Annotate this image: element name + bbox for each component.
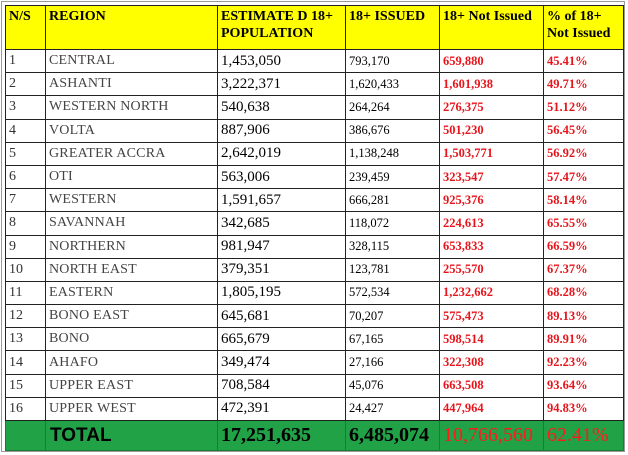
cell-not-issued: 224,613 bbox=[440, 212, 544, 235]
cell-ns: 12 bbox=[6, 305, 46, 328]
cell-not-issued: 1,601,938 bbox=[440, 73, 544, 96]
table-row bbox=[6, 189, 624, 212]
cell-pct: 49.71% bbox=[544, 73, 624, 96]
cell-region: SAVANNAH bbox=[46, 212, 218, 235]
cell-ns: 14 bbox=[6, 351, 46, 374]
cell-estimate: 342,685 bbox=[218, 212, 346, 235]
cell-estimate: 540,638 bbox=[218, 96, 346, 119]
table-row bbox=[6, 96, 624, 119]
cell-ns: 3 bbox=[6, 96, 46, 119]
header-row bbox=[6, 6, 624, 50]
cell-estimate: 665,679 bbox=[218, 328, 346, 351]
total-label: TOTAL bbox=[46, 421, 218, 451]
total-not-issued: 10,766,560 bbox=[440, 421, 544, 451]
cell-ns: 7 bbox=[6, 189, 46, 212]
table-row bbox=[6, 165, 624, 188]
cell-not-issued: 501,230 bbox=[440, 119, 544, 142]
table-body bbox=[6, 50, 624, 421]
cell-estimate: 981,947 bbox=[218, 235, 346, 258]
cell-region: WESTERN NORTH bbox=[46, 96, 218, 119]
cell-estimate: 708,584 bbox=[218, 374, 346, 397]
cell-pct: 94.83% bbox=[544, 397, 624, 420]
cell-region: NORTH EAST bbox=[46, 258, 218, 281]
cell-pct: 92.23% bbox=[544, 351, 624, 374]
cell-pct: 89.13% bbox=[544, 305, 624, 328]
cell-issued: 386,676 bbox=[346, 119, 440, 142]
cell-ns: 16 bbox=[6, 397, 46, 420]
cell-estimate: 1,805,195 bbox=[218, 281, 346, 304]
cell-region: UPPER WEST bbox=[46, 397, 218, 420]
cell-pct: 56.92% bbox=[544, 142, 624, 165]
cell-region: BONO EAST bbox=[46, 305, 218, 328]
cell-issued: 328,115 bbox=[346, 235, 440, 258]
cell-ns: 6 bbox=[6, 165, 46, 188]
cell-pct: 93.64% bbox=[544, 374, 624, 397]
cell-issued: 70,207 bbox=[346, 305, 440, 328]
cell-pct: 66.59% bbox=[544, 235, 624, 258]
table-row bbox=[6, 142, 624, 165]
header-issued: 18+ ISSUED bbox=[346, 6, 440, 50]
header-region: REGION bbox=[46, 6, 218, 50]
cell-ns: 13 bbox=[6, 328, 46, 351]
cell-pct: 67.37% bbox=[544, 258, 624, 281]
cell-issued: 123,781 bbox=[346, 258, 440, 281]
table-row bbox=[6, 50, 624, 73]
cell-issued: 793,170 bbox=[346, 50, 440, 73]
total-pct: 62.41% bbox=[544, 421, 624, 451]
table-row bbox=[6, 328, 624, 351]
table-row bbox=[6, 305, 624, 328]
cell-ns: 10 bbox=[6, 258, 46, 281]
table-frame bbox=[1, 1, 625, 452]
header-not-issued: 18+ Not Issued bbox=[440, 6, 544, 50]
cell-estimate: 349,474 bbox=[218, 351, 346, 374]
cell-region: WESTERN bbox=[46, 189, 218, 212]
cell-region: BONO bbox=[46, 328, 218, 351]
cell-pct: 51.12% bbox=[544, 96, 624, 119]
total-row bbox=[6, 421, 624, 451]
total-issued: 6,485,074 bbox=[346, 421, 440, 451]
table-row bbox=[6, 73, 624, 96]
cell-issued: 1,138,248 bbox=[346, 142, 440, 165]
cell-issued: 264,264 bbox=[346, 96, 440, 119]
total-ns bbox=[6, 421, 46, 451]
cell-not-issued: 322,308 bbox=[440, 351, 544, 374]
cell-not-issued: 653,833 bbox=[440, 235, 544, 258]
cell-pct: 57.47% bbox=[544, 165, 624, 188]
cell-ns: 1 bbox=[6, 50, 46, 73]
header-ns: N/S bbox=[6, 6, 46, 50]
cell-ns: 5 bbox=[6, 142, 46, 165]
cell-region: OTI bbox=[46, 165, 218, 188]
cell-issued: 24,427 bbox=[346, 397, 440, 420]
cell-estimate: 472,391 bbox=[218, 397, 346, 420]
header-pct: % of 18+ Not Issued bbox=[544, 6, 624, 50]
cell-ns: 2 bbox=[6, 73, 46, 96]
table-row bbox=[6, 351, 624, 374]
cell-ns: 15 bbox=[6, 374, 46, 397]
cell-ns: 8 bbox=[6, 212, 46, 235]
cell-not-issued: 925,376 bbox=[440, 189, 544, 212]
cell-estimate: 1,591,657 bbox=[218, 189, 346, 212]
cell-not-issued: 575,473 bbox=[440, 305, 544, 328]
cell-not-issued: 663,508 bbox=[440, 374, 544, 397]
cell-issued: 572,534 bbox=[346, 281, 440, 304]
cell-region: ASHANTI bbox=[46, 73, 218, 96]
cell-region: GREATER ACCRA bbox=[46, 142, 218, 165]
cell-pct: 68.28% bbox=[544, 281, 624, 304]
cell-not-issued: 1,503,771 bbox=[440, 142, 544, 165]
cell-not-issued: 276,375 bbox=[440, 96, 544, 119]
cell-not-issued: 255,570 bbox=[440, 258, 544, 281]
table-row bbox=[6, 281, 624, 304]
cell-ns: 11 bbox=[6, 281, 46, 304]
header-estimate: ESTIMATE D 18+ POPULATION bbox=[218, 6, 346, 50]
cell-ns: 4 bbox=[6, 119, 46, 142]
cell-not-issued: 323,547 bbox=[440, 165, 544, 188]
cell-pct: 45.41% bbox=[544, 50, 624, 73]
cell-region: CENTRAL bbox=[46, 50, 218, 73]
cell-ns: 9 bbox=[6, 235, 46, 258]
cell-issued: 118,072 bbox=[346, 212, 440, 235]
cell-not-issued: 598,514 bbox=[440, 328, 544, 351]
cell-region: AHAFO bbox=[46, 351, 218, 374]
cell-issued: 666,281 bbox=[346, 189, 440, 212]
cell-estimate: 1,453,050 bbox=[218, 50, 346, 73]
cell-estimate: 3,222,371 bbox=[218, 73, 346, 96]
table-row bbox=[6, 258, 624, 281]
cell-issued: 239,459 bbox=[346, 165, 440, 188]
cell-pct: 89.91% bbox=[544, 328, 624, 351]
table-row bbox=[6, 397, 624, 420]
cell-not-issued: 447,964 bbox=[440, 397, 544, 420]
cell-pct: 65.55% bbox=[544, 212, 624, 235]
total-estimate: 17,251,635 bbox=[218, 421, 346, 451]
cell-estimate: 2,642,019 bbox=[218, 142, 346, 165]
cell-issued: 1,620,433 bbox=[346, 73, 440, 96]
cell-pct: 56.45% bbox=[544, 119, 624, 142]
cell-region: VOLTA bbox=[46, 119, 218, 142]
cell-estimate: 563,006 bbox=[218, 165, 346, 188]
cell-estimate: 379,351 bbox=[218, 258, 346, 281]
table-row bbox=[6, 119, 624, 142]
table-row bbox=[6, 374, 624, 397]
cell-region: EASTERN bbox=[46, 281, 218, 304]
cell-pct: 58.14% bbox=[544, 189, 624, 212]
table-row bbox=[6, 235, 624, 258]
cell-estimate: 645,681 bbox=[218, 305, 346, 328]
cell-estimate: 887,906 bbox=[218, 119, 346, 142]
cell-region: NORTHERN bbox=[46, 235, 218, 258]
cell-issued: 67,165 bbox=[346, 328, 440, 351]
cell-not-issued: 1,232,662 bbox=[440, 281, 544, 304]
cell-issued: 27,166 bbox=[346, 351, 440, 374]
cell-region: UPPER EAST bbox=[46, 374, 218, 397]
table-row bbox=[6, 212, 624, 235]
region-issuance-table bbox=[5, 5, 624, 451]
cell-issued: 45,076 bbox=[346, 374, 440, 397]
cell-not-issued: 659,880 bbox=[440, 50, 544, 73]
